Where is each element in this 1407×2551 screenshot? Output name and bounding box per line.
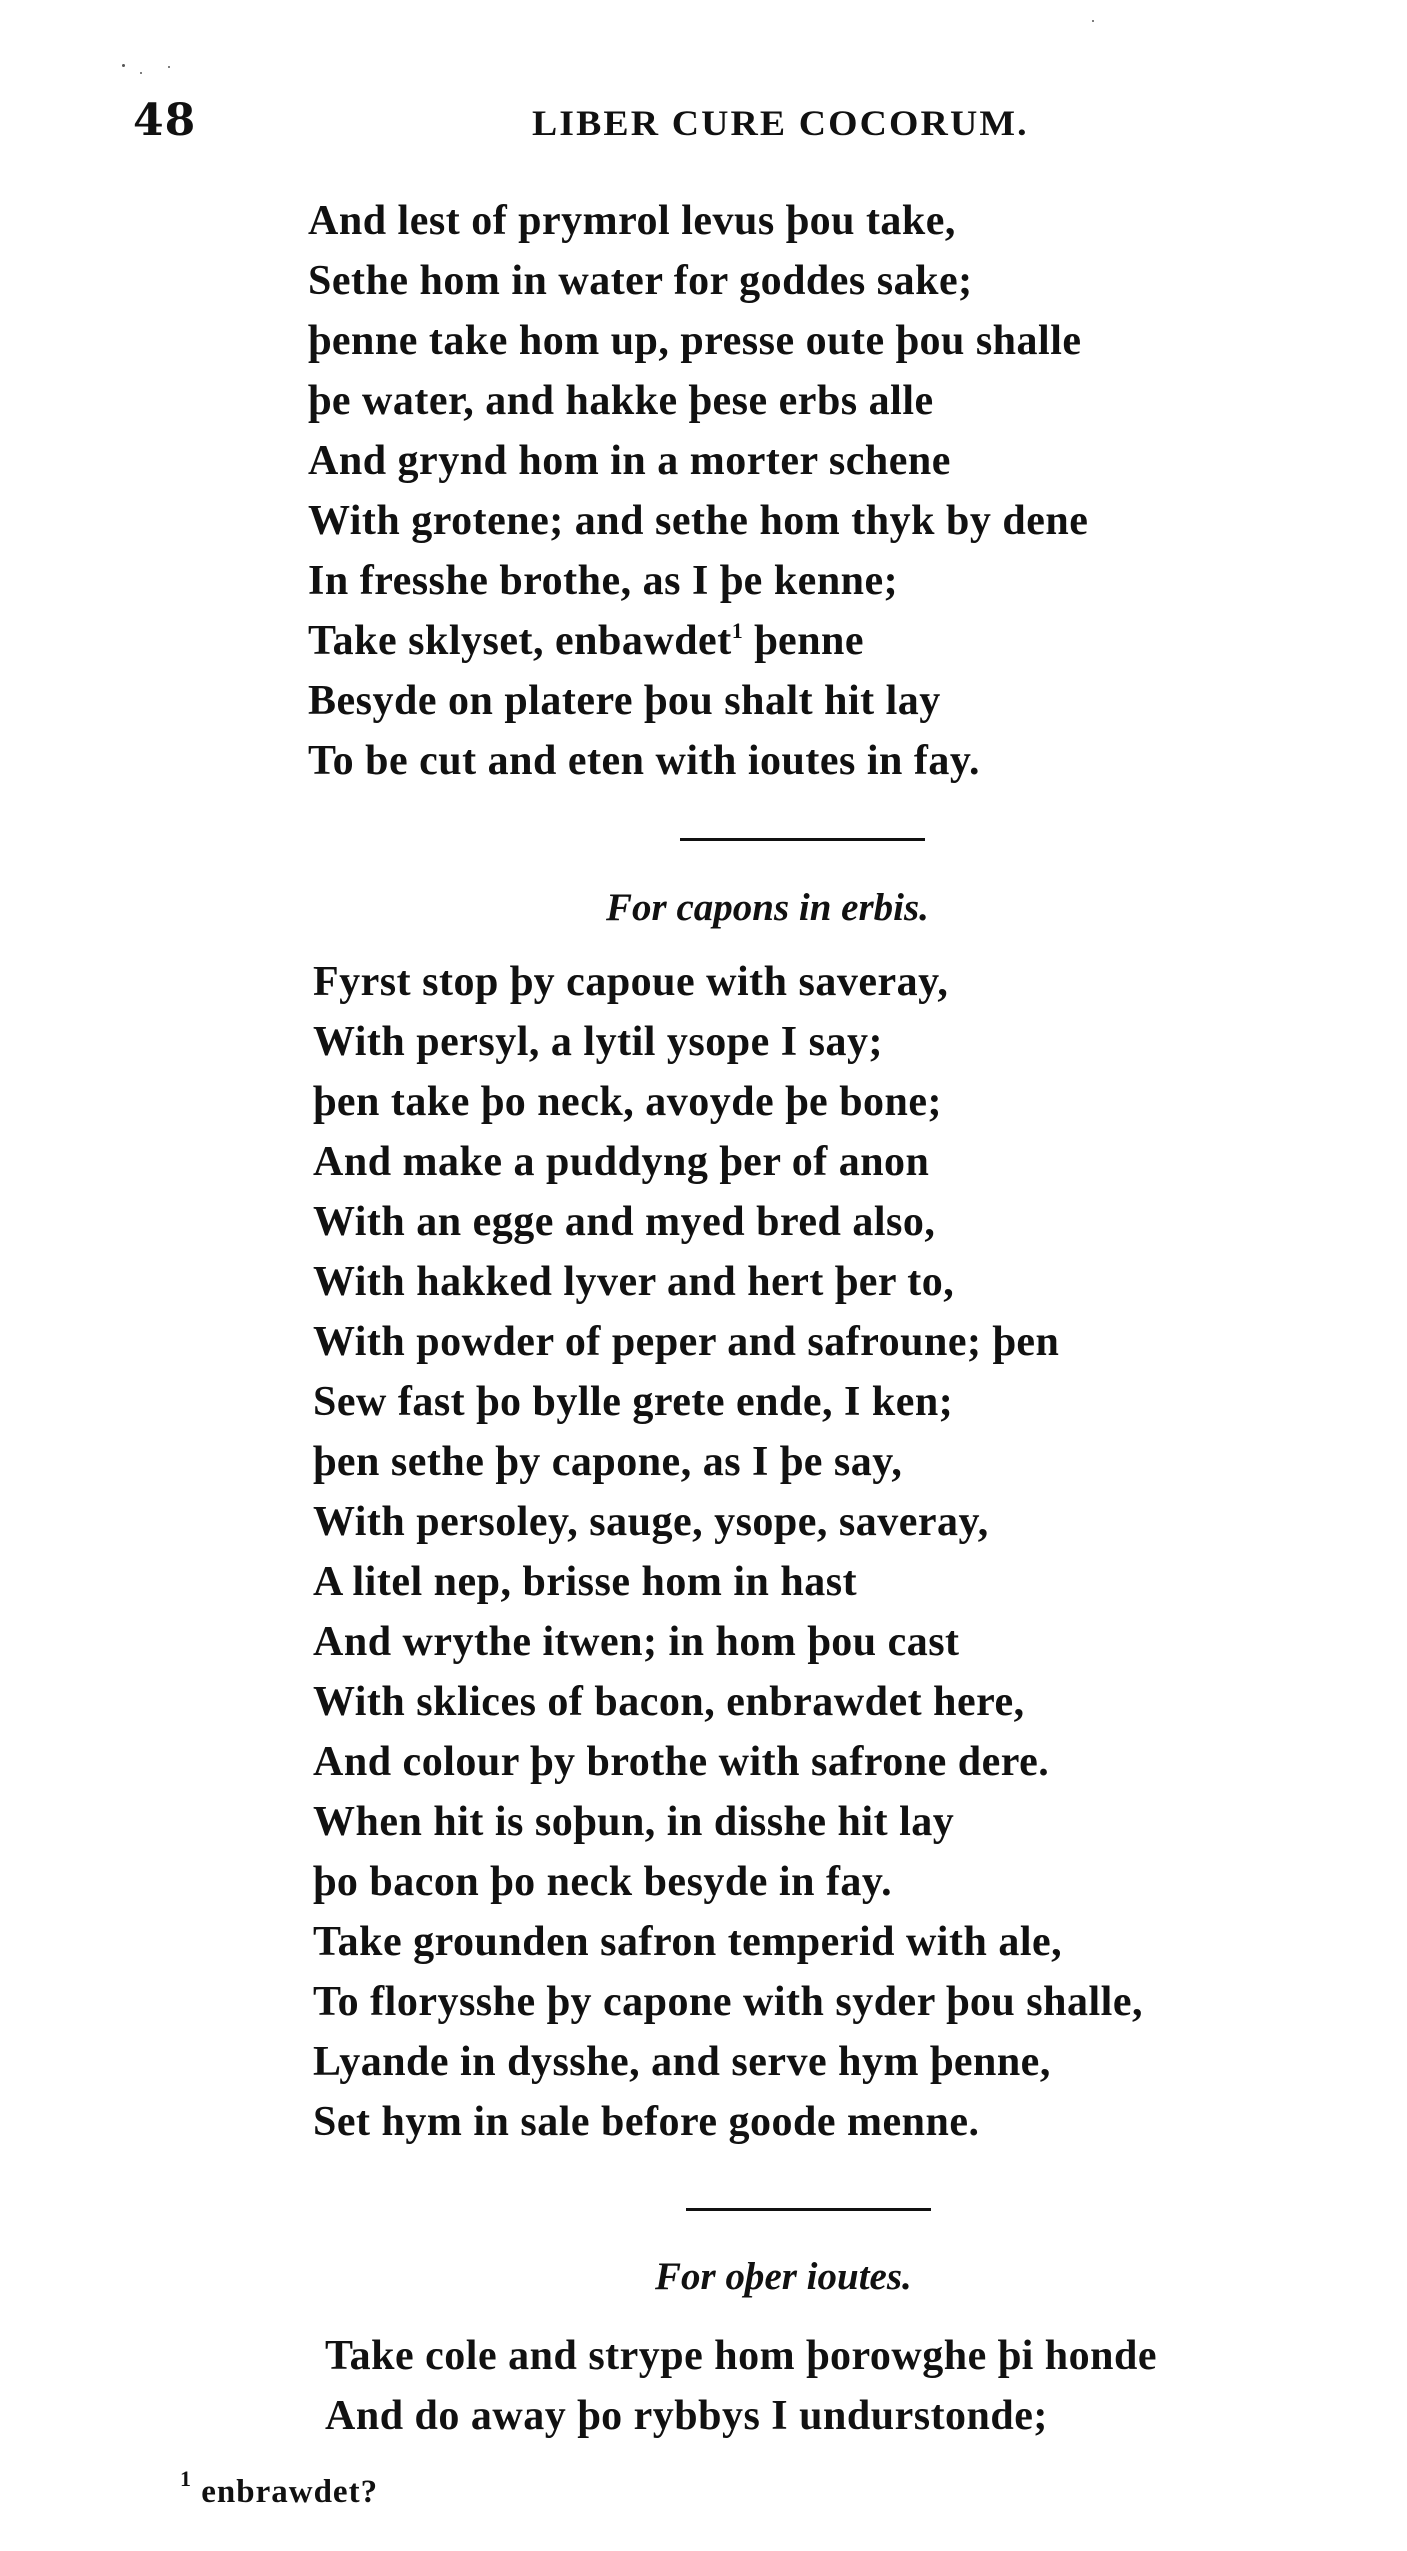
verse-line: When hit is soþun, in disshe hit lay: [313, 1799, 955, 1845]
verse-line: Sew fast þo bylle grete ende, I ken;: [313, 1379, 954, 1425]
verse-line: With an egge and myed bred also,: [313, 1199, 936, 1245]
verse-line: A litel nep, brisse hom in hast: [313, 1559, 858, 1605]
verse-line: And do away þo rybbys I undurstonde;: [325, 2393, 1048, 2439]
verse-line: Sethe hom in water for goddes sake;: [308, 258, 973, 304]
verse-line: With powder of peper and safroune; þen: [313, 1319, 1060, 1365]
verse-line: Take grounden safron temperid with ale,: [313, 1919, 1063, 1965]
verse-line: þen take þo neck, avoyde þe bone;: [313, 1079, 943, 1125]
verse-line: With hakked lyver and hert þer to,: [313, 1259, 955, 1305]
verse-line: With grotene; and sethe hom thyk by dene: [308, 498, 1089, 544]
verse-line: With sklices of bacon, enbrawdet here,: [313, 1679, 1025, 1725]
footnote: [180, 2466, 379, 2514]
section-divider: [686, 2208, 931, 2211]
verse-line: And grynd hom in a morter schene: [308, 438, 951, 484]
verse-line-text: Take sklyset, enbawdet: [308, 618, 732, 664]
verse-line: Set hym in sale before goode menne.: [313, 2099, 980, 2145]
verse-line: And lest of prymrol levus þou take,: [308, 198, 956, 244]
print-speck: [1092, 20, 1094, 22]
verse-line: þen sethe þy capone, as I þe say,: [313, 1439, 903, 1485]
verse-line: With persoley, sauge, ysope, saveray,: [313, 1499, 989, 1545]
verse-line: Lyande in dysshe, and serve hym þenne,: [313, 2039, 1051, 2085]
verse-line: þe water, and hakke þese erbs alle: [308, 378, 934, 424]
verse-line: Fyrst stop þy capoue with saveray,: [313, 959, 949, 1005]
verse-line: In fresshe brothe, as I þe kenne;: [308, 558, 899, 604]
verse-line-tail: þenne: [754, 618, 865, 664]
print-speck: [168, 66, 170, 68]
recipe-heading: For capons in erbis.: [606, 886, 929, 929]
verse-line: þo bacon þo neck besyde in fay.: [313, 1859, 893, 1905]
verse-line: To florysshe þy capone with syder þou shalle,: [313, 1979, 1143, 2025]
recipe-heading: For oþer ioutes.: [655, 2255, 912, 2298]
verse-line: To be cut and eten with ioutes in fay.: [308, 738, 981, 784]
verse-line: [308, 611, 864, 671]
verse-line: þenne take hom up, presse oute þou shalle: [308, 318, 1082, 364]
running-title: LIBER CURE COCORUM.: [532, 103, 1029, 143]
running-head: [0, 96, 1407, 146]
print-speck: [122, 64, 125, 67]
verse-line: With persyl, a lytil ysope I say;: [313, 1019, 883, 1065]
footnote-reference: 1: [731, 618, 744, 643]
verse-line: Take cole and strype hom þorowghe þi honde: [325, 2333, 1157, 2379]
section-divider: [680, 838, 925, 841]
footnote-text: enbrawdet?: [201, 2474, 379, 2510]
verse-line: And make a puddyng þer of anon: [313, 1139, 930, 1185]
print-speck: [140, 72, 142, 74]
footnote-marker: 1: [180, 2466, 192, 2491]
verse-line: And colour þy brothe with safrone dere.: [313, 1739, 1050, 1785]
page-number: 48: [133, 95, 197, 146]
verse-line: And wrythe itwen; in hom þou cast: [313, 1619, 960, 1665]
verse-line: Besyde on platere þou shalt hit lay: [308, 678, 941, 724]
